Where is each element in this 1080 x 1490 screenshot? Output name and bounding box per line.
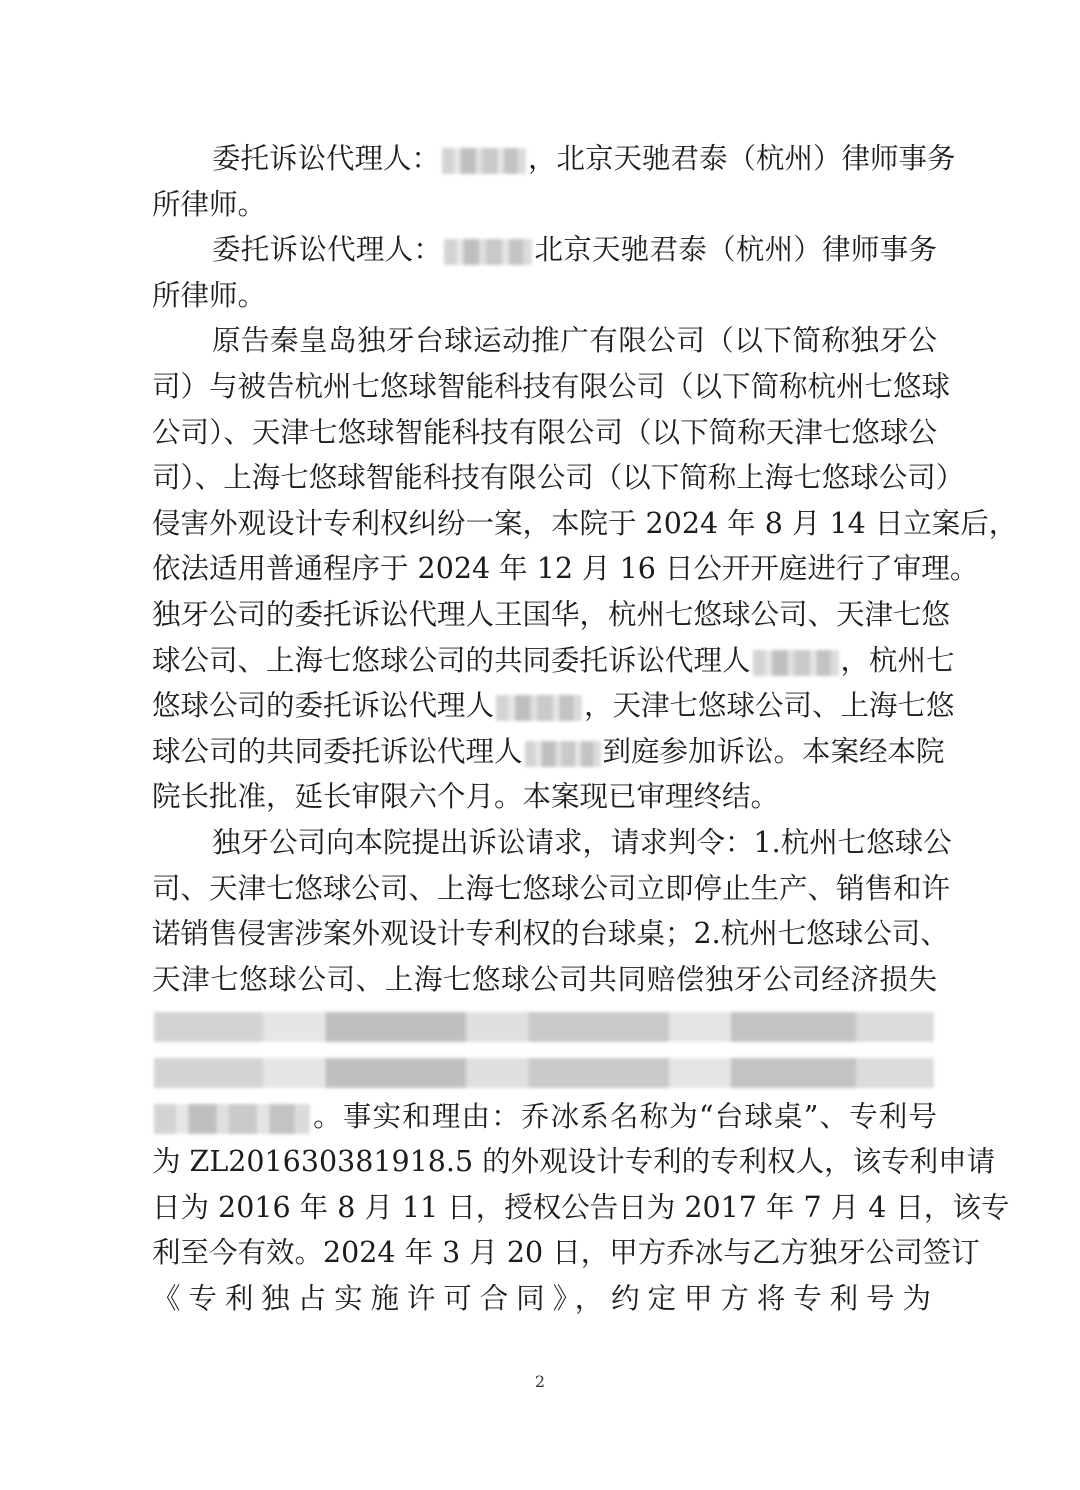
text-segment: 《专利独占实施许可合同》，约定甲方将专利号为 xyxy=(152,1282,937,1315)
text-segment: 诺销售侵害涉案外观设计专利权的台球桌；2.杭州七悠球公司、 xyxy=(152,917,949,950)
text-line xyxy=(152,410,937,456)
text-line xyxy=(212,820,952,866)
page-number: 2 xyxy=(534,1372,546,1391)
redaction-blur xyxy=(496,695,582,721)
text-segment: 为 ZL201630381918.5 的外观设计专利的专利权人，该专利申请 xyxy=(152,1145,996,1178)
text-line xyxy=(152,1230,980,1276)
text-segment: 。事实和理由：乔冰系名称为“台球桌”、专利号 xyxy=(312,1100,937,1133)
text-segment: 天津七悠球公司、上海七悠球公司共同赔偿独牙公司经济损失 xyxy=(152,963,937,996)
text-line xyxy=(212,136,956,182)
text-line xyxy=(152,182,937,228)
redaction-blur xyxy=(442,148,526,174)
redacted-line xyxy=(152,1048,937,1094)
text-line xyxy=(152,455,965,501)
text-line xyxy=(212,318,937,364)
text-segment: 司）与被告杭州七悠球智能科技有限公司（以下简称杭州七悠球 xyxy=(152,370,951,403)
text-segment: 司、天津七悠球公司、上海七悠球公司立即停止生产、销售和许 xyxy=(152,872,951,905)
text-segment: 球公司、上海七悠球公司的共同委托诉讼代理人 xyxy=(152,644,751,677)
text-segment: 委托诉讼代理人： xyxy=(212,142,441,175)
text-segment: 日为 2016 年 8 月 11 日，授权公告日为 2017 年 7 月 4 日，该专 xyxy=(152,1191,1010,1224)
redaction-blur xyxy=(525,741,601,767)
redaction-blur xyxy=(154,1058,934,1088)
text-line xyxy=(152,592,951,638)
text-segment: ，天津七悠球公司、上海七悠 xyxy=(584,689,955,722)
redaction-blur xyxy=(753,650,839,676)
text-segment: 原告秦皇岛独牙台球运动推广有限公司（以下简称独牙公 xyxy=(212,324,937,357)
text-segment: 球公司的共同委托诉讼代理人 xyxy=(152,735,523,768)
text-line xyxy=(152,866,951,912)
text-segment: 独牙公司的委托诉讼代理人王国华，杭州七悠球公司、天津七悠 xyxy=(152,598,951,631)
text-segment: 利至今有效。2024 年 3 月 20 日，甲方乔冰与乙方独牙公司签订 xyxy=(152,1236,980,1269)
redaction-blur xyxy=(154,1104,310,1134)
text-line xyxy=(152,364,951,410)
text-segment: 院长批准，延长审限六个月。本案现已审理终结。 xyxy=(152,780,780,813)
text-line xyxy=(152,957,937,1003)
text-line xyxy=(152,1094,937,1140)
text-line xyxy=(152,1276,937,1322)
text-segment: 所律师。 xyxy=(152,188,267,221)
text-segment: 所律师。 xyxy=(152,279,267,312)
redaction-blur xyxy=(444,239,532,265)
text-segment: 委托诉讼代理人： xyxy=(212,233,443,266)
text-line xyxy=(152,501,1018,547)
text-line xyxy=(152,729,945,775)
text-line xyxy=(152,1139,996,1185)
text-segment: 到庭参加诉讼。本案经本院 xyxy=(602,735,945,768)
redaction-blur xyxy=(154,1012,934,1042)
text-line xyxy=(152,774,937,820)
text-line xyxy=(212,227,937,273)
redacted-line xyxy=(152,1002,937,1048)
text-segment: 司）、上海七悠球智能科技有限公司（以下简称上海七悠球公司） xyxy=(152,461,965,494)
text-segment: 公司）、天津七悠球智能科技有限公司（以下简称天津七悠球公 xyxy=(152,416,937,449)
text-segment: ，杭州七 xyxy=(840,644,955,677)
text-segment: ，北京天驰君泰（杭州）律师事务 xyxy=(528,142,956,175)
text-line xyxy=(152,546,979,592)
text-line xyxy=(152,683,955,729)
text-line xyxy=(152,911,949,957)
text-segment: 北京天驰君泰（杭州）律师事务 xyxy=(534,233,937,266)
text-line xyxy=(152,1185,1010,1231)
text-line xyxy=(152,273,937,319)
text-line xyxy=(152,638,955,684)
text-segment: 悠球公司的委托诉讼代理人 xyxy=(152,689,495,722)
text-segment: 依法适用普通程序于 2024 年 12 月 16 日公开开庭进行了审理。 xyxy=(152,552,979,585)
text-segment: 独牙公司向本院提出诉讼请求，请求判令：1.杭州七悠球公 xyxy=(212,826,952,859)
text-segment: 侵害外观设计专利权纠纷一案，本院于 2024 年 8 月 14 日立案后， xyxy=(152,507,1018,540)
